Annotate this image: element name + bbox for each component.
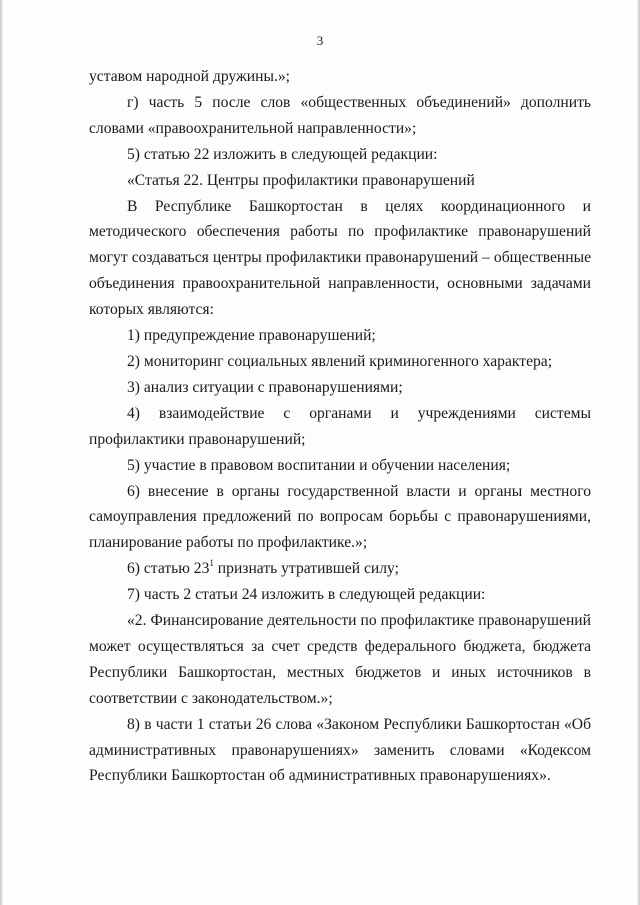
page-number: 3 <box>316 33 324 48</box>
paragraph-continuation: уставом народной дружины.»; <box>89 68 290 85</box>
task-item-4: 4) взаимодействие с органами и учреждениями системы профилактики правонарушений; <box>89 404 591 448</box>
page-edge-left <box>0 0 3 905</box>
article-22-heading: «Статья 22. Центры профилактики правонарушений <box>127 171 475 189</box>
paragraph-item-5: 5) статью 22 изложить в следующей редакции: <box>127 145 438 163</box>
paragraph-item-6 <box>89 556 591 582</box>
article-24-part-2: «2. Финансирование деятельности по профилактике правонарушений может осуществляться за счет средств федерального бюджета, бюджета Республики Башкортостан, местных бюджетов и иных источников в соответствии с законодательством.»; <box>89 612 591 707</box>
item-6-text-end: признать утратившей силу; <box>213 560 399 578</box>
task-item-2: 2) мониторинг социальных явлений криминогенного характера; <box>127 352 553 370</box>
paragraph-item-8: 8) в части 1 статьи 26 слова «Законом Республики Башкортостан «Об административных правонарушениях» заменить словами «Кодексом Республики Башкортостан об административных правонарушениях». <box>89 715 591 785</box>
superscript-index: 1 <box>209 558 214 569</box>
task-item-3: 3) анализ ситуации с правонарушениями; <box>127 378 403 396</box>
item-6-text-start: 6) статью 23 <box>127 560 210 578</box>
document-body <box>89 64 591 789</box>
task-item-6: 6) внесение в органы государственной власти и органы местного самоуправления предложений по вопросам борьбы с правонарушениями, планирование работы по профилактике.»; <box>89 482 591 552</box>
task-item-1: 1) предупреждение правонарушений; <box>127 327 376 345</box>
task-item-5: 5) участие в правовом воспитании и обучении населения; <box>127 456 511 474</box>
article-22-body: В Республике Башкортостан в целях координационного и методического обеспечения работы по профилактике правонарушений могут создаваться центры профилактики правонарушений – общественные объединения правоохранительной направленности, основными задачами которых являются: <box>89 197 591 319</box>
paragraph-item-g: г) часть 5 после слов «общественных объединений» дополнить словами «правоохранительной направленности»; <box>89 93 591 137</box>
paragraph-item-7: 7) часть 2 статьи 24 изложить в следующей редакции: <box>127 586 486 604</box>
